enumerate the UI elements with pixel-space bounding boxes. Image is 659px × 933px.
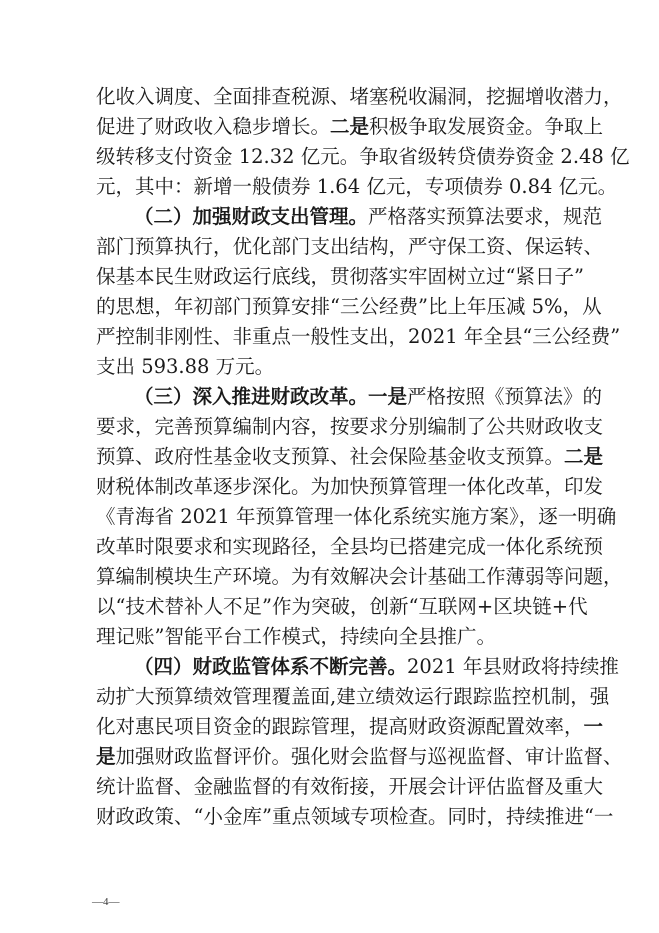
document-body: [96, 82, 630, 832]
text-line: [96, 622, 563, 652]
text: 财税体制改革逐步深化。为加快预算管理一体化改革，印发: [96, 475, 604, 498]
bold-text: 二是: [330, 115, 370, 138]
text: 预算、政府性基金收支预算、社会保险基金收支预算。: [96, 445, 565, 468]
text-line: [96, 772, 604, 802]
text: 的思想，年初部门预算安排“三公经费”比上年压减 5%，从: [96, 295, 602, 318]
text: 财政政策、“小金库”重点领域专项检查。同时，持续推进“一: [96, 805, 614, 828]
text: 级转移支付资金 12.32 亿元。争取省级转贷债券资金 2.48 亿: [96, 145, 630, 168]
bold-text: （三）深入推进财政改革。一是: [134, 385, 408, 408]
text-line: [96, 472, 604, 502]
bold-text: （四）财政监管体系不断完善。: [134, 655, 408, 678]
paragraph: [96, 382, 623, 652]
bold-text: 是: [96, 745, 116, 768]
text-line: [96, 112, 604, 142]
paragraph: [96, 82, 630, 202]
page-number: —4—: [92, 896, 120, 908]
text-line: [96, 352, 563, 382]
text-line: [96, 802, 614, 832]
text: 加强财政监督评价。强化财会监督与巡视监督、审计监督、: [115, 745, 623, 768]
text: 《青海省 2021 年预算管理一体化系统实施方案》，逐一明确: [96, 505, 617, 528]
text: 改革时限要求和实现路径，全县均已搭建完成一体化系统预: [96, 535, 604, 558]
text: 化对惠民项目资金的跟踪管理，提高财政资源配置效率，: [96, 715, 584, 738]
text: 严控制非刚性、非重点一般性支出，2021 年全县“三公经费”: [96, 325, 621, 348]
text: 部门预算执行，优化部门支出结构，严守保工资、保运转、: [96, 235, 604, 258]
text-line: [96, 202, 603, 232]
text: 积极争取发展资金。争取上: [369, 115, 604, 138]
text-line: [96, 502, 617, 532]
text-line: [96, 442, 604, 472]
text-line: [96, 232, 604, 262]
text-line: [96, 652, 619, 682]
text-line: [96, 292, 602, 322]
bold-text: （二）加强财政支出管理。: [134, 205, 369, 228]
text-line: [96, 532, 604, 562]
text: 2021 年县财政将持续推: [407, 655, 619, 678]
bold-text: 二是: [564, 445, 604, 468]
text-line: [96, 592, 588, 622]
text: 算编制模块生产环境。为有效解决会计基础工作薄弱等问题，: [96, 565, 623, 588]
text: 化收入调度、全面排查税源、堵塞税收漏洞，挖掘增收潜力，: [96, 85, 623, 108]
text-line: [96, 82, 623, 112]
text: 严格落实预算法要求，规范: [368, 205, 603, 228]
text-line: [96, 382, 603, 412]
text: 统计监督、金融监督的有效衔接，开展会计评估监督及重大: [96, 775, 604, 798]
paragraph: [96, 202, 621, 382]
text-line: [96, 412, 604, 442]
text: 促进了财政收入稳步增长。: [96, 115, 331, 138]
text: 严格按照《预算法》的: [407, 385, 603, 408]
text-line: [96, 682, 610, 712]
text-line: [96, 322, 621, 352]
text: 支出 593.88 万元。: [96, 355, 275, 378]
text: 要求，完善预算编制内容，按要求分别编制了公共财政收支: [96, 415, 604, 438]
paragraph: [96, 652, 623, 832]
text: 元，其中：新增一般债券 1.64 亿元，专项债券 0.84 亿元。: [96, 175, 618, 198]
text-line: [96, 262, 584, 292]
text-line: [96, 142, 630, 172]
text-line: [96, 172, 618, 202]
text: 以“技术替补人不足”作为突破，创新“互联网+区块链+代: [96, 595, 588, 618]
text-line: [96, 742, 623, 772]
bold-text: 一: [583, 715, 604, 738]
text: 保基本民生财政运行底线，贯彻落实牢固树立过“紧日子”: [96, 265, 584, 288]
text: 动扩大预算绩效管理覆盖面,建立绩效运行跟踪监控机制，强: [96, 685, 610, 708]
text-line: [96, 712, 604, 742]
text-line: [96, 562, 623, 592]
text: 理记账”智能平台工作模式，持续向全县推广。: [96, 625, 496, 648]
